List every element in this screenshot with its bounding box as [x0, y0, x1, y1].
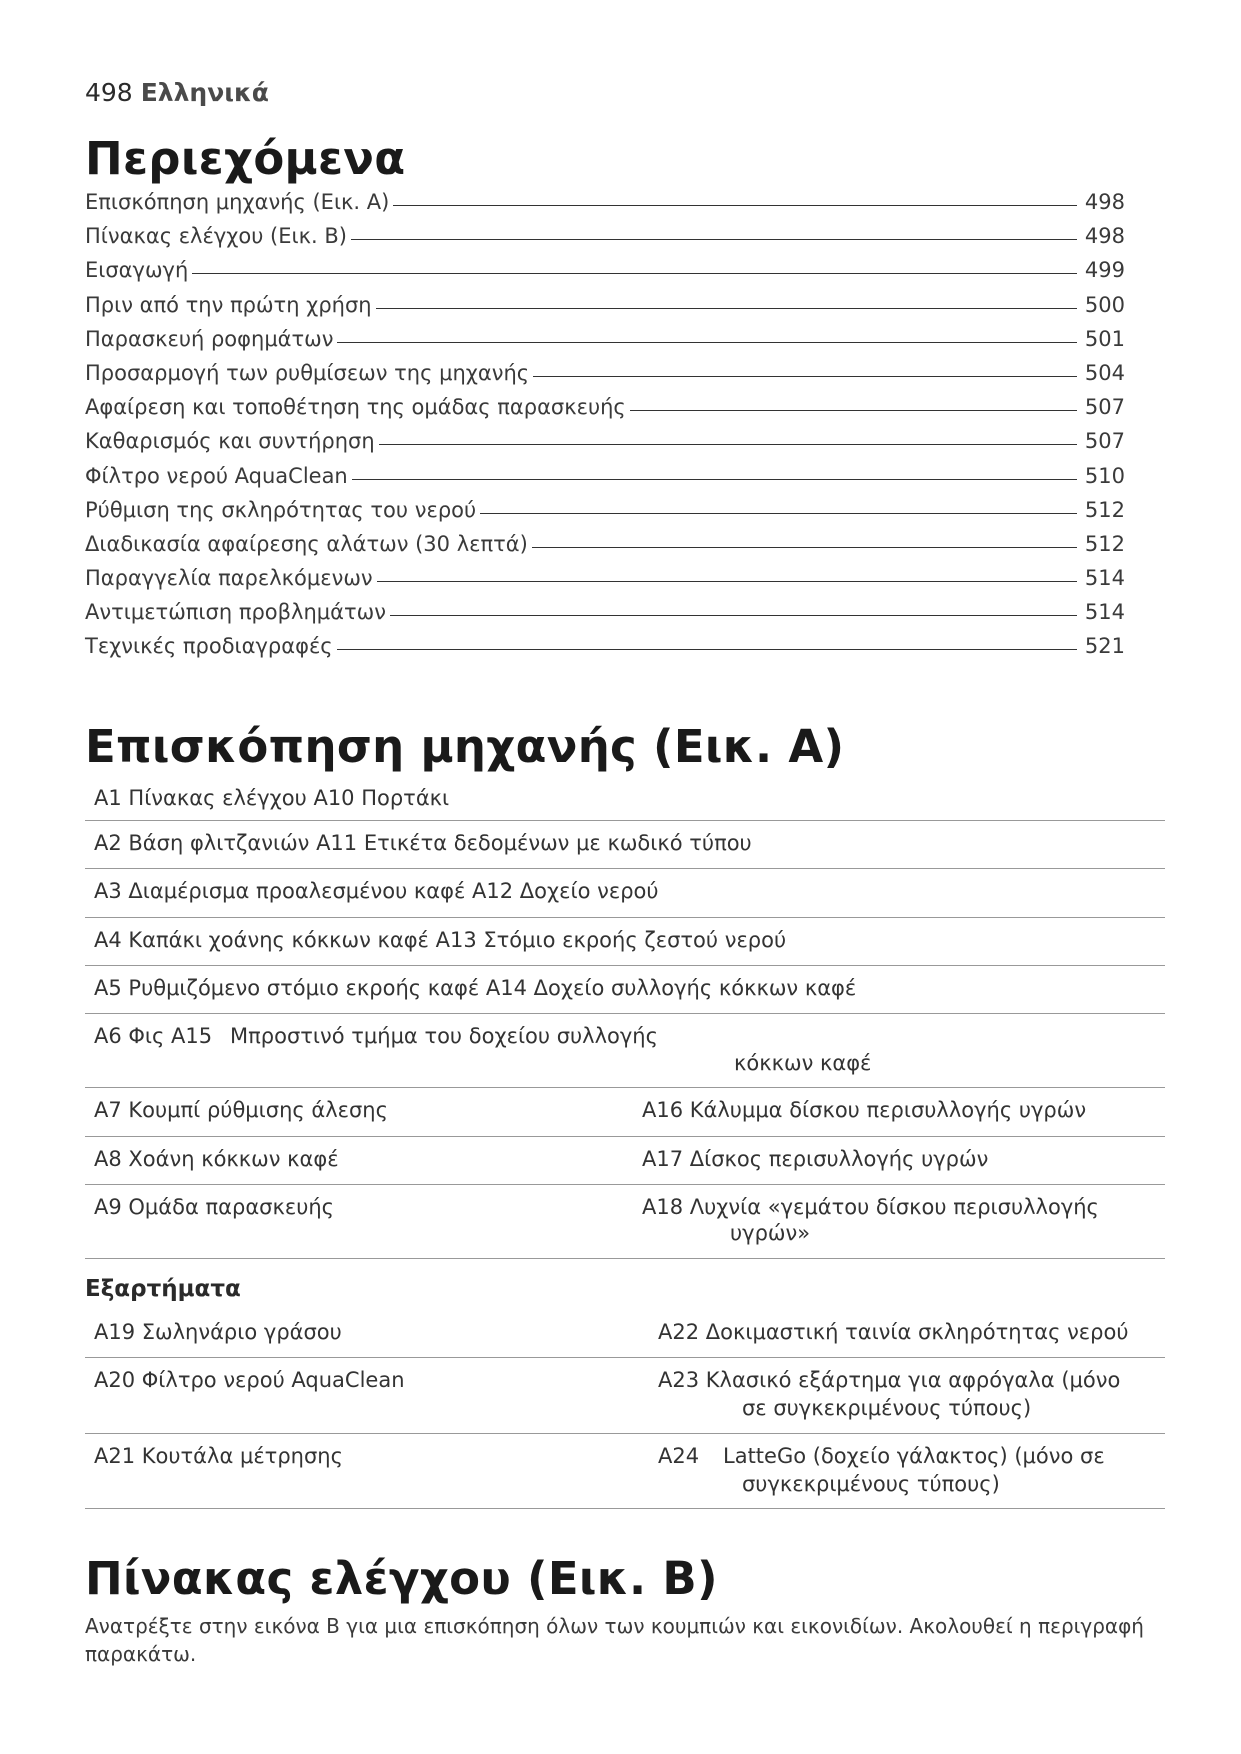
toc-entry-label: Προσαρμογή των ρυθμίσεων της μηχανής: [85, 360, 530, 385]
toc-entry[interactable]: [85, 258, 1125, 292]
toc-entry[interactable]: [85, 634, 1125, 668]
table-cell: A22 Δοκιμαστική ταινία σκληρότητας νερού: [658, 1320, 1129, 1344]
toc-leader: [393, 205, 1077, 206]
table-row: [85, 776, 1165, 821]
toc-leader: [351, 239, 1077, 240]
table-cell: A8 Χοάνη κόκκων καφέ: [94, 1147, 339, 1171]
toc-leader: [630, 410, 1077, 411]
toc-entry[interactable]: [85, 464, 1125, 498]
toc-entry-page: 501: [1084, 326, 1125, 351]
page-number: 498: [85, 78, 133, 107]
table-cell: A2 Βάση φλιτζανιών A11 Ετικέτα δεδομένων με κωδικό τύπου: [94, 831, 752, 855]
toc-entry[interactable]: [85, 361, 1125, 395]
page-header: [85, 78, 269, 107]
toc-entry-label: Καθαρισμός και συντήρηση: [85, 429, 375, 454]
toc-entry-page: 512: [1084, 497, 1125, 522]
accessories-table: [85, 1310, 1165, 1509]
table-cell: A17 Δίσκος περισυλλογής υγρών: [642, 1147, 989, 1171]
table-cell: LatteGo (δοχείο γάλακτος) (μόνο σε: [723, 1444, 1105, 1468]
toc-entry[interactable]: [85, 224, 1125, 258]
toc-entry-page: 514: [1084, 566, 1125, 591]
table-row: [85, 1310, 1165, 1358]
toc-entry-label: Πριν από την πρώτη χρήση: [85, 292, 372, 317]
toc-leader: [376, 308, 1077, 309]
toc-entry-page: 521: [1084, 634, 1125, 659]
toc-entry-label: Τεχνικές προδιαγραφές: [85, 634, 333, 659]
toc-entry-page: 498: [1084, 190, 1125, 214]
toc-entry-page: 500: [1084, 292, 1125, 317]
table-cell: A3 Διαμέρισμα προαλεσμένου καφέ A12 Δοχείο νερού: [94, 879, 659, 903]
table-cell: A20 Φίλτρο νερού AquaClean: [94, 1368, 405, 1392]
accessories-title: Εξαρτήματα: [85, 1276, 241, 1302]
table-cell: A23 Κλασικό εξάρτημα για αφρόγαλα (μόνο: [658, 1368, 1121, 1392]
toc-leader: [352, 479, 1077, 480]
toc-entry-page: 499: [1084, 258, 1125, 283]
table-row: [85, 821, 1165, 869]
table-row: [85, 1137, 1165, 1185]
table-row: [85, 918, 1165, 966]
control-panel-title: Πίνακας ελέγχου (Εικ. B): [85, 1552, 718, 1605]
toc-entry-page: 514: [1084, 600, 1125, 625]
table-cell: A21 Κουτάλα μέτρησης: [94, 1444, 343, 1468]
toc-entry-page: 507: [1084, 429, 1125, 454]
toc-leader: [390, 615, 1077, 616]
toc-entry[interactable]: [85, 429, 1125, 463]
toc-leader: [379, 444, 1077, 445]
toc-leader: [337, 342, 1077, 343]
table-cell: A19 Σωληνάριο γράσου: [94, 1320, 342, 1344]
table-cell: A6 Φις A15: [94, 1024, 213, 1048]
toc-entry-label: Παρασκευή ροφημάτων: [85, 326, 334, 351]
toc-entry[interactable]: [85, 395, 1125, 429]
toc-entry-page: 504: [1084, 360, 1125, 385]
table-cell: A4 Καπάκι χοάνης κόκκων καφέ A13 Στόμιο εκροής ζεστού νερού: [94, 928, 787, 952]
toc-entry-label: Αντιμετώπιση προβλημάτων: [85, 600, 386, 625]
table-cell: σε συγκεκριμένους τύπους): [742, 1396, 1032, 1420]
toc-entry[interactable]: [85, 327, 1125, 361]
toc-leader: [192, 273, 1077, 274]
toc-entry[interactable]: [85, 190, 1125, 224]
toc-entry-label: Διαδικασία αφαίρεσης αλάτων (30 λεπτά): [85, 531, 528, 556]
toc-leader: [533, 376, 1077, 377]
toc-entry-label: Φίλτρο νερού AquaClean: [85, 463, 348, 488]
table-cell: συγκεκριμένους τύπους): [742, 1472, 1000, 1496]
toc-entry-label: Παραγγελία παρελκόμενων: [85, 566, 373, 591]
table-cell: A24: [658, 1444, 700, 1468]
table-cell: A7 Κουμπί ρύθμισης άλεσης: [94, 1098, 388, 1122]
toc-entry[interactable]: [85, 293, 1125, 327]
overview-title: Επισκόπηση μηχανής (Εικ. A): [85, 720, 845, 773]
toc-title: Περιεχόμενα: [85, 132, 406, 185]
toc-entry-page: 510: [1084, 463, 1125, 488]
table-cell: A9 Ομάδα παρασκευής: [94, 1195, 334, 1219]
toc-entry-label: Εισαγωγή: [85, 258, 189, 283]
table-row: [85, 1434, 1165, 1509]
table-cell: A18 Λυχνία «γεμάτου δίσκου περισυλλογής: [642, 1195, 1099, 1219]
table-cell: A16 Κάλυμμα δίσκου περισυλλογής υγρών: [642, 1098, 1087, 1122]
toc-entry-page: 498: [1084, 224, 1125, 249]
toc-entry-label: Επισκόπηση μηχανής (Εικ. A): [85, 190, 390, 214]
toc-entry[interactable]: [85, 532, 1125, 566]
toc-leader: [480, 513, 1077, 514]
table-row: [85, 869, 1165, 918]
toc-entry[interactable]: [85, 498, 1125, 532]
toc-leader: [532, 547, 1077, 548]
control-panel-intro: Ανατρέξτε στην εικόνα B για μια επισκόπηση όλων των κουμπιών και εικονιδίων. Ακολουθεί η περιγραφή παρακάτω.: [85, 1614, 1144, 1666]
table-cell: υγρών»: [730, 1221, 811, 1245]
toc-entry-label: Πίνακας ελέγχου (Εικ. B): [85, 224, 347, 249]
toc-entry-page: 512: [1084, 531, 1125, 556]
table-row: [85, 1185, 1165, 1259]
table-row: [85, 1358, 1165, 1434]
toc-entry-page: 507: [1084, 395, 1125, 420]
toc-leader: [337, 649, 1077, 650]
table-cell: κόκκων καφέ: [734, 1051, 872, 1075]
table-of-contents: [85, 190, 1125, 669]
table-row: [85, 1014, 1165, 1088]
toc-entry[interactable]: [85, 566, 1125, 600]
toc-leader: [377, 581, 1077, 582]
toc-entry-label: Αφαίρεση και τοποθέτηση της ομάδας παρασκευής: [85, 395, 626, 420]
table-cell: A1 Πίνακας ελέγχου A10 Πορτάκι: [94, 786, 450, 810]
toc-entry[interactable]: [85, 600, 1125, 634]
toc-entry-label: Ρύθμιση της σκληρότητας του νερού: [85, 497, 477, 522]
table-cell: Μπροστινό τμήμα του δοχείου συλλογής: [230, 1024, 658, 1048]
table-cell: A5 Ρυθμιζόμενο στόμιο εκροής καφέ A14 Δοχείο συλλογής κόκκων καφέ: [94, 976, 857, 1000]
table-row: [85, 966, 1165, 1014]
table-row: [85, 1088, 1165, 1137]
machine-overview-table: [85, 776, 1165, 1259]
language-label: Ελληνικά: [140, 78, 269, 107]
